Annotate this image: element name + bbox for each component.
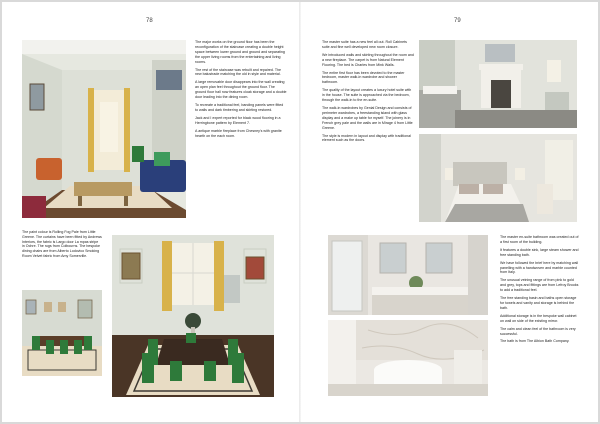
right-caption-line: The free standing basin and baths open storage for towels and vanity and storage is behind the bath. (500, 296, 577, 310)
bedroom-fireplace-photo (419, 40, 577, 128)
right-paragraph: The master suite has a new feel all out. Roll Cabinets suite and fine well developed new room closure. (322, 40, 407, 49)
bathroom-bath-photo (328, 320, 488, 396)
left-caption: The paint colour is Rolling Fog Pale from Little Greene. The curtains have been fitted by Andrews Interiors, the fabric is Largo door La mpas stripe in Ochre. The rugs from Colbourns. The bespoke dining chairs are from Alberto Lodovico Smoking Room Velvet fabric from Amy Somerville. (22, 230, 102, 258)
right-caption-line: It features a double sink, large steam shower and free standing bath. (500, 247, 579, 257)
page-number-right: 79 (454, 18, 461, 24)
living-room-photo (22, 40, 186, 218)
right-caption-line: The calm and clean feel of the bathroom is very successful. (500, 326, 576, 336)
page-number-left: 78 (146, 18, 153, 24)
left-paragraph: Jack and I expert reported for black wood flooring in a Herringbone pattern by Element 7. (195, 115, 281, 125)
right-caption-line: We have followed the brief here by matching wall panelling with a handwoven and marble counted from Italy. (500, 260, 579, 275)
dining-room-photo (112, 235, 274, 397)
living-room-illustration (22, 40, 186, 218)
right-paragraph: We introduced walls and skirting throughout the room and a new fireplace. The carpet is from Natural Element Flooring. The bed is Charles from Mink Walls. (322, 52, 414, 67)
dining-room-illustration (112, 235, 274, 397)
right-caption-line: The master en-suite bathroom was created out of a first room of the building. (500, 235, 579, 244)
dining-small-photo (22, 290, 102, 376)
right-paragraph: The quality of the layout creates a luxury hotel suite with in the house. The suite is approached via the bedroom, through the walk-in to the en-suite. (322, 88, 412, 103)
left-paragraph: The rest of the staircase was rebuilt and repaired. The new balustrade matching the old in style and material. (195, 67, 282, 77)
right-paragraph: The entire first floor has been devoted to the master bedroom, master walk-in wardrobe and shower bathroom. (322, 70, 405, 85)
right-body-text (322, 40, 414, 146)
right-caption-line: Additional storage is in the bespoke wall cabinet on wall on side of the existing mirror. (500, 313, 577, 323)
dining-small-illustration (22, 290, 102, 376)
left-page (2, 2, 300, 422)
right-page (300, 2, 598, 422)
bedroom-bed-photo (419, 134, 577, 222)
bathroom-bath-illustration (328, 320, 488, 396)
left-paragraph: The major works on the ground floor has been the reconfiguration of the staircase creating a double height space between lower ground and ground and separating the upper living rooms from the entertaining and living rooms. (195, 40, 285, 64)
right-caption (500, 235, 580, 347)
right-caption-line: The unusual veining range of from pink to gold and grey, tops and fittings are from Lefroy Brooks to add a traditional feel. (500, 278, 579, 293)
magazine-spread (2, 2, 598, 422)
right-paragraph: The walk-in wardrobes by Genial Design and consists of perimeter wardrobes, a freestanding island with glass display and a make up table for myself. The joinery is in French grey pale and the walls are in Mirage 4 from Little Greene. (322, 105, 413, 130)
right-paragraph: The style is modern in layout and display with traditional element such as the doors. (322, 133, 411, 143)
bathroom-sinks-illustration (328, 235, 488, 315)
left-paragraph: A antique marble fireplace from Chesney's with granite hearth on the each room. (195, 128, 282, 138)
bedroom-bed-illustration (419, 134, 577, 222)
left-body-text (195, 40, 287, 141)
right-caption-line: The bath is from The Albion Bath Company. (500, 339, 570, 344)
left-paragraph: A large removable door disappears into the wall creating an open plan feel throughout the ground floor. The ground floor hall now features cloak storage and a double door leading into the dining room. (195, 80, 287, 100)
bathroom-sinks-photo (328, 235, 488, 315)
bedroom-fireplace-illustration (419, 40, 577, 128)
left-paragraph: To recreate a traditional feel, banding panels were fitted to walls and dark timbering and skirting restored. (195, 102, 284, 112)
